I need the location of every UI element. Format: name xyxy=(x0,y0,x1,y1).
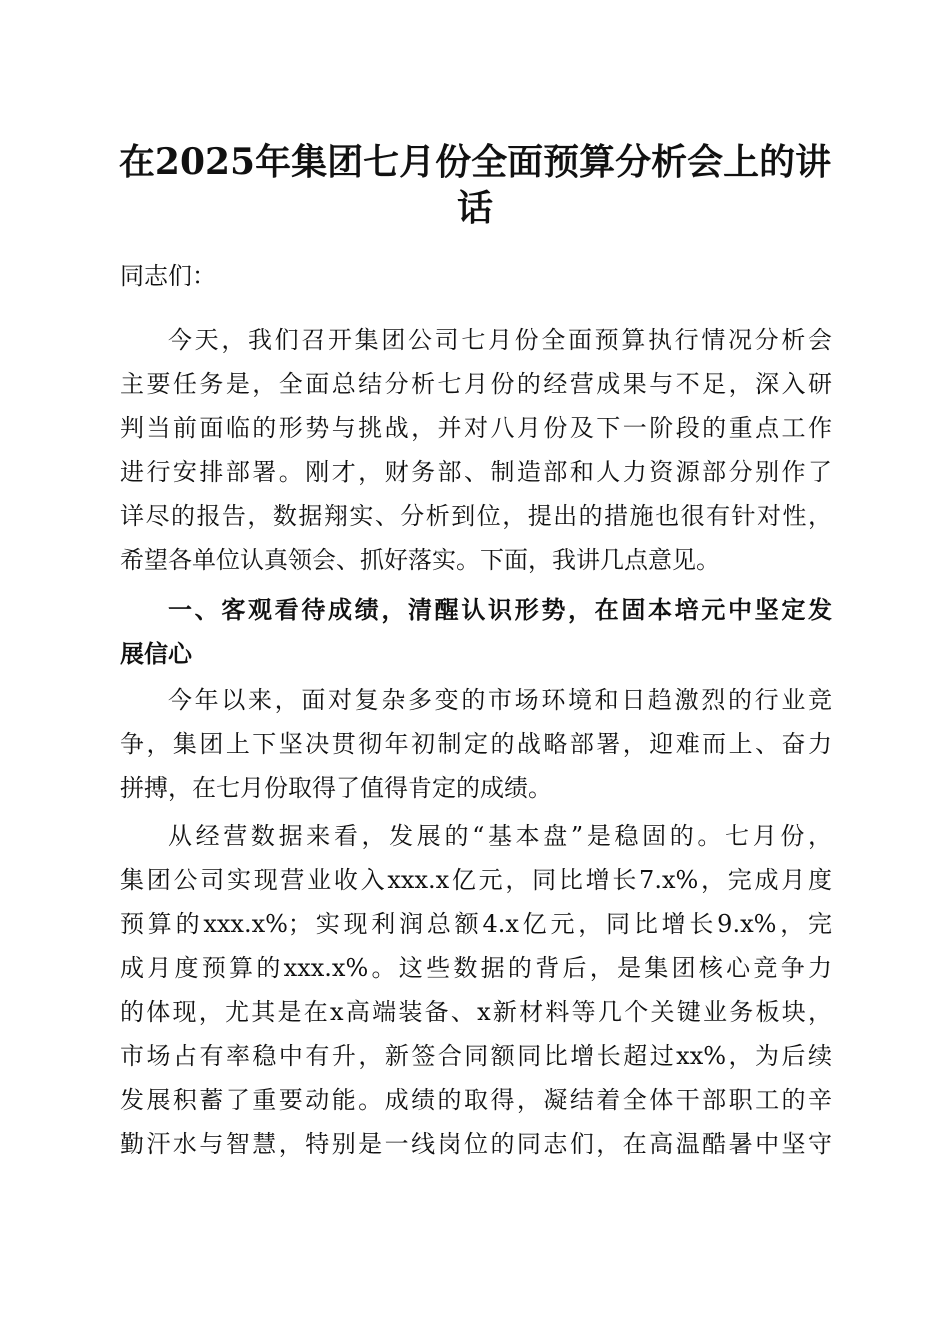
paragraph-line: 今年以来，面对复杂多变的市场环境和日趋激烈的行业竞 xyxy=(168,686,832,714)
paragraph-line: 预算的xxx.x%；实现利润总额4.x亿元，同比增长9.x%，完 xyxy=(120,910,832,938)
paragraph-line: 拼搏，在七月份取得了值得肯定的成绩。 xyxy=(120,774,552,802)
paragraph-line: 市场占有率稳中有升，新签合同额同比增长超过xx%，为后续 xyxy=(120,1042,832,1070)
paragraph-line: 发展积蓄了重要动能。成绩的取得，凝结着全体干部职工的辛 xyxy=(120,1086,832,1114)
paragraph-line: 从经营数据来看，发展的“基本盘”是稳固的。七月份， xyxy=(168,822,832,850)
paragraph-line: 希望各单位认真领会、抓好落实。下面，我讲几点意见。 xyxy=(120,546,720,574)
paragraph-line: 主要任务是，全面总结分析七月份的经营成果与不足，深入研 xyxy=(120,370,832,398)
paragraph-line: 成月度预算的xxx.x%。这些数据的背后，是集团核心竞争力 xyxy=(120,954,832,982)
document-title-line-2: 话 xyxy=(456,187,493,229)
document-title-line-1: 在2025年集团七月份全面预算分析会上的讲 xyxy=(118,141,832,183)
section-heading-line: 展信心 xyxy=(120,639,192,668)
paragraph-line: 的体现，尤其是在x高端装备、x新材料等几个关键业务板块， xyxy=(120,998,832,1026)
paragraph-line: 今天，我们召开集团公司七月份全面预算执行情况分析会 xyxy=(168,326,832,354)
paragraph-line: 勤汗水与智慧，特别是一线岗位的同志们，在高温酷暑中坚守 xyxy=(120,1130,832,1158)
paragraph-line: 集团公司实现营业收入xxx.x亿元，同比增长7.x%，完成月度 xyxy=(120,866,832,894)
paragraph-line: 进行安排部署。刚才，财务部、制造部和人力资源部分别作了 xyxy=(120,458,832,486)
paragraph-line: 争，集团上下坚决贯彻年初制定的战略部署，迎难而上、奋力 xyxy=(120,730,832,758)
paragraph-line: 判当前面临的形势与挑战，并对八月份及下一阶段的重点工作 xyxy=(120,414,832,442)
section-heading-line: 一、客观看待成绩，清醒认识形势，在固本培元中坚定发 xyxy=(168,595,832,624)
salutation: 同志们： xyxy=(120,262,216,290)
paragraph-line: 详尽的报告，数据翔实、分析到位，提出的措施也很有针对性， xyxy=(120,502,832,530)
